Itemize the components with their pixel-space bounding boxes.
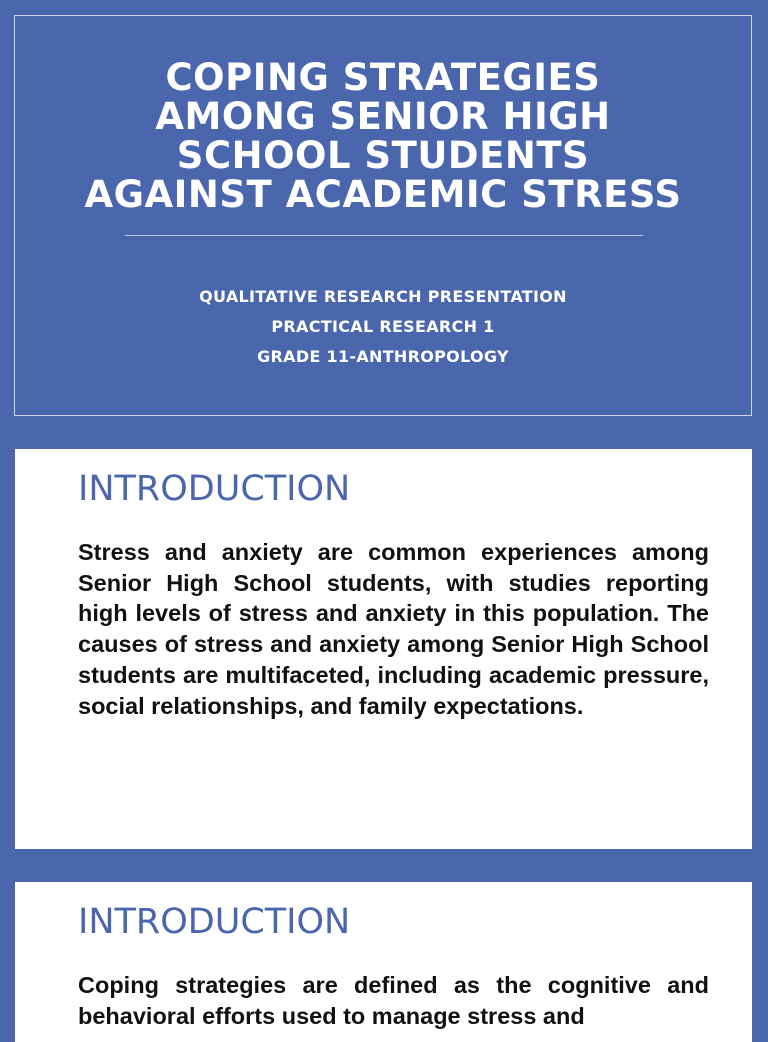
slide-heading: INTRODUCTION xyxy=(78,902,351,942)
slide-body-text: Coping strategies are defined as the cognitive and behavioral efforts used to manage stress and xyxy=(78,972,709,1029)
introduction-slide xyxy=(15,449,752,849)
title-line: SCHOOL STUDENTS xyxy=(176,134,590,177)
slide-body-text: Stress and anxiety are common experiences among Senior High School students, with studies reporting high levels of stress and anxiety in this population. The causes of stress and anxiety among Senior High School students are multifaceted, including academic pressure, social relationships, and family expectations. xyxy=(78,539,709,719)
slide-heading: INTRODUCTION xyxy=(78,469,351,509)
subtitle-line: QUALITATIVE RESEARCH PRESENTATION xyxy=(199,287,567,306)
title-line: AGAINST ACADEMIC STRESS xyxy=(84,173,682,216)
title-divider xyxy=(125,235,643,236)
presentation-subtitle xyxy=(15,282,751,372)
presentation-title xyxy=(15,58,751,214)
introduction-slide-continued xyxy=(15,882,752,1042)
title-line: COPING STRATEGIES xyxy=(165,56,601,99)
subtitle-line: GRADE 11-ANTHROPOLOGY xyxy=(257,347,509,366)
title-slide xyxy=(14,15,752,416)
subtitle-line: PRACTICAL RESEARCH 1 xyxy=(271,317,495,336)
title-line: AMONG SENIOR HIGH xyxy=(155,95,611,138)
